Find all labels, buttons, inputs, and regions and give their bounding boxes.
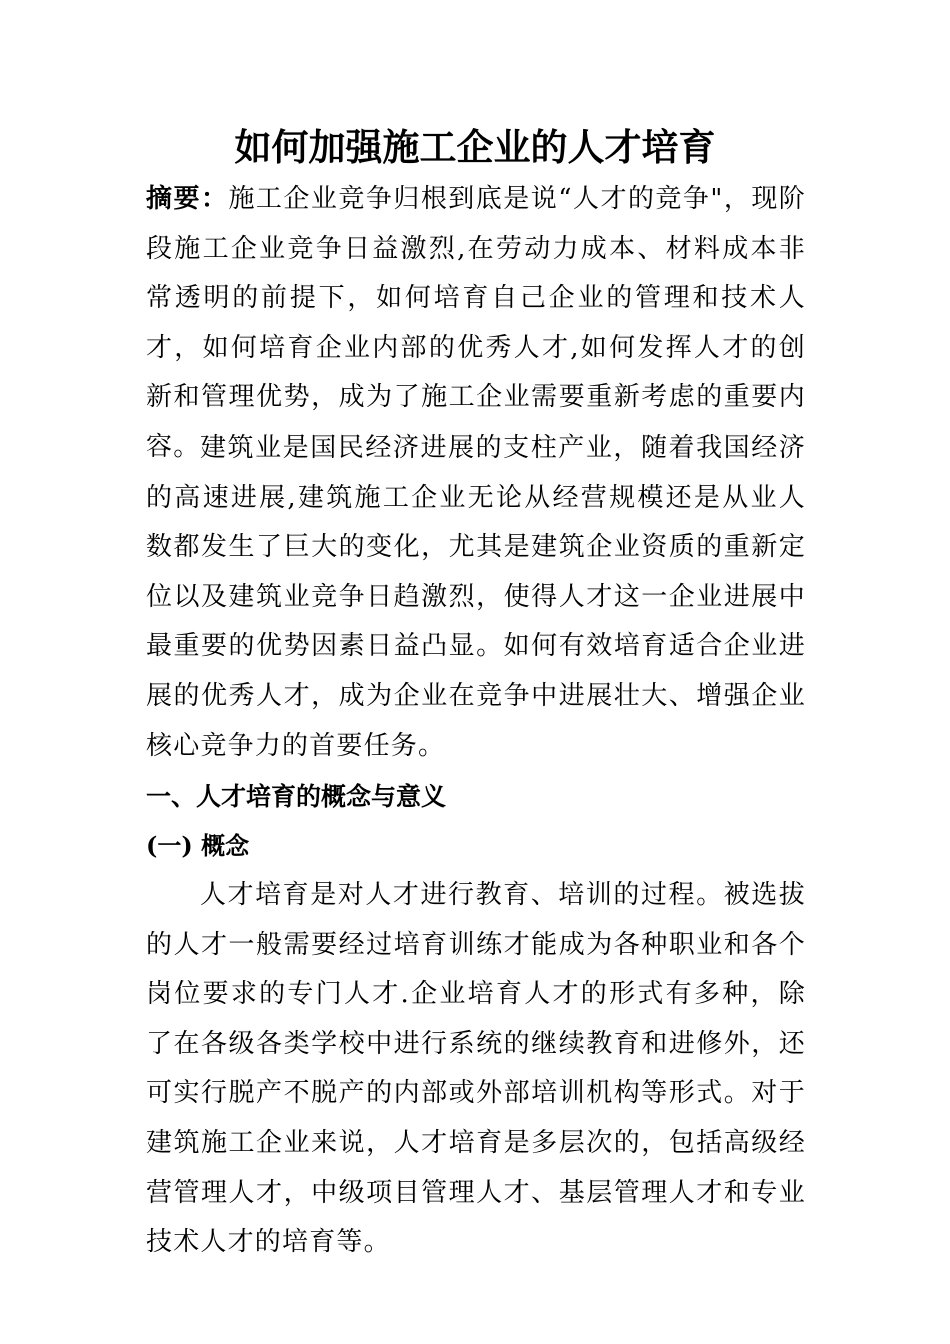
abstract-label: 摘要： [146,184,229,214]
section-heading-1: 一、人才培育的概念与意义 [146,782,447,811]
concept-paragraph: 人才培育是对人才进行教育、培训的过程。被选拔的人才一般需要经过培育训练才能成为各种职业和各个岗位要求的专门人才.企业培育人才的形式有多种，除了在各级各类学校中进行系统的继续教育和进修外，还可实行脱产不脱产的内部或外部培训机构等形式。对于建筑施工企业来说，人才培育是多层次的，包括高级经营管理人才，中级项目管理人才、基层管理人才和专业技术人才的培育等。 [146,880,806,1258]
abstract-text: 施工企业竞争归根到底是说“人才的竞争"，现阶段施工企业竞争日益激烈,在劳动力成本、材料成本非常透明的前提下，如何培育自己企业的管理和技术人才，如何培育企业内部的优秀人才,如何发挥人才的创新和管理优势，成为了施工企业需要重新考虑的重要内容。 [146,184,806,462]
subsection-heading-1: (一) 概念 [146,831,250,860]
document-title: 如何加强施工企业的人才培育 [234,126,716,169]
intro-paragraph: 建筑业是国民经济进展的支柱产业，随着我国经济的高速进展,建筑施工企业无论从经营规模还是从业人数都发生了巨大的变化，尤其是建筑企业资质的重新定位以及建筑业竞争日趋激烈，使得人才这一企业进展中最重要的优势因素日益凸显。如何有效培育适合企业进展的优秀人才，成为企业在竞争中进展壮大、增强企业核心竞争力的首要任务。 [146,433,806,761]
